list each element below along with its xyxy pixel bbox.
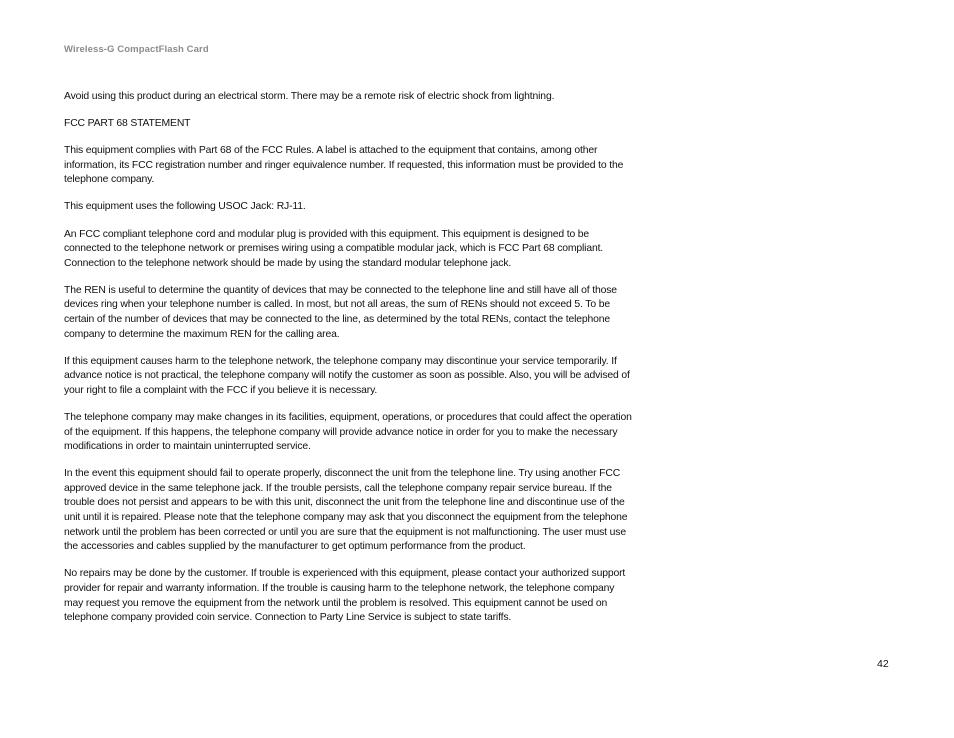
section-heading: FCC PART 68 STATEMENT [64,118,191,130]
repairs-paragraph: No repairs may be done by the customer. If trouble is experienced with this equipment, please contact your authorized support provider for repair and warranty information. If the trouble is causing harm to the telephone network, the telephone company may request you remove the equipment from the network until the problem is resolved. This equipment cannot be used on telephone company provided coin service. Connection to Party Line Service is subject to state tariffs. [64,568,626,624]
facility-changes-paragraph: The telephone company may make changes in its facilities, equipment, operations, or procedures that could affect the operation of the equipment. If this happens, the telephone company will provide advance notice in order for you to make the necessary modifications in order to maintain uninterrupted service. [64,412,632,453]
ren-paragraph: The REN is useful to determine the quantity of devices that may be connected to the telephone line and still have all of those devices ring when your telephone number is called. In most, but not all areas, the sum of RENs should not exceed 5. To be certain of the number of devices that may be connected to the line, as determined by the total RENs, contact the telephone company to determine the maximum REN for the calling area. [64,284,617,340]
compliance-paragraph: This equipment complies with Part 68 of the FCC Rules. A label is attached to the equipment that contains, among other information, its FCC registration number and ringer equivalence number. If requested, this information must be provided to the telephone company. [64,145,624,186]
page-number: 42 [877,658,889,670]
document-body [64,90,634,638]
usoc-jack-paragraph: This equipment uses the following USOC Jack: RJ-11. [64,201,306,213]
network-harm-paragraph: If this equipment causes harm to the telephone network, the telephone company may discontinue your service temporarily. If advance notice is not practical, the telephone company will notify the customer as soon as possible. Also, you will be advised of your right to file a complaint with the FCC if you believe it is necessary. [64,355,630,396]
malfunction-paragraph: In the event this equipment should fail to operate properly, disconnect the unit from the telephone line. Try using another FCC approved device in the same telephone jack. If the trouble persists, call the telephone company repair service bureau. If the trouble does not persist and appears to be with this unit, disconnect the unit from the telephone line and discontinue use of the unit until it is repaired. Please note that the telephone company may ask that you disconnect the equipment from the telephone network until the problem has been corrected or until you are sure that the equipment is not malfunctioning. The user must use the accessories and cables supplied by the manufacturer to get optimum performance from the product. [64,468,628,553]
telephone-cord-paragraph: An FCC compliant telephone cord and modular plug is provided with this equipment. This equipment is designed to be connected to the telephone network or premises wiring using a compatible modular jack, which is FCC Part 68 compliant. Connection to the telephone network should be made by using the standard modular telephone jack. [64,228,604,269]
page-header-title: Wireless-G CompactFlash Card [64,44,209,55]
storm-warning-paragraph: Avoid using this product during an electrical storm. There may be a remote risk of electric shock from lightning. [64,91,555,102]
